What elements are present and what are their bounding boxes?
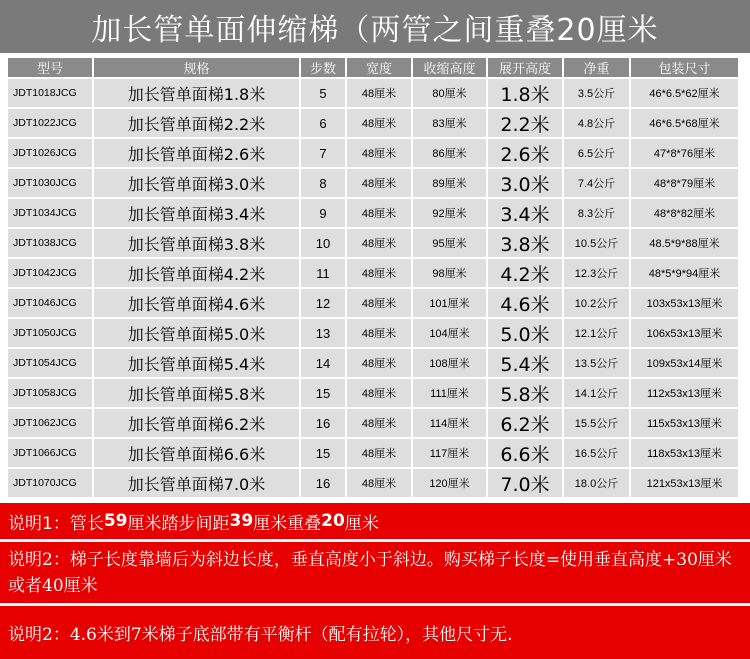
cell-closed-height: 89厘米 — [413, 169, 486, 197]
note-3: 说明2：4.6米到7米梯子底部带有平衡杆（配有拉轮），其他尺寸无. — [0, 606, 750, 659]
cell-steps: 8 — [301, 169, 345, 197]
cell-weight: 10.5公斤 — [564, 229, 629, 257]
cell-width: 48厘米 — [347, 199, 411, 227]
cell-spec: 加长管单面梯1.8米 — [94, 79, 299, 107]
cell-spec: 加长管单面梯6.6米 — [94, 439, 299, 467]
cell-steps: 5 — [301, 79, 345, 107]
cell-model: JDT1054JCG — [8, 349, 92, 377]
cell-spec: 加长管单面梯3.8米 — [94, 229, 299, 257]
note-1-tube-length: 59 — [103, 511, 128, 531]
cell-spec: 加长管单面梯7.0米 — [94, 469, 299, 497]
note-1-text-a: 管长 — [69, 513, 104, 534]
cell-weight: 16.5公斤 — [564, 439, 629, 467]
cell-spec: 加长管单面梯5.4米 — [94, 349, 299, 377]
cell-model: JDT1022JCG — [8, 109, 92, 137]
cell-steps: 16 — [301, 469, 345, 497]
cell-width: 48厘米 — [347, 379, 411, 407]
cell-spec: 加长管单面梯4.2米 — [94, 259, 299, 287]
cell-package-size: 48*8*82厘米 — [631, 199, 738, 227]
cell-open-height: 4.2米 — [488, 259, 562, 287]
cell-steps: 10 — [301, 229, 345, 257]
cell-weight: 15.5公斤 — [564, 409, 629, 437]
cell-weight: 3.5公斤 — [564, 79, 629, 107]
cell-model: JDT1018JCG — [8, 79, 92, 107]
note-1-text-b: 厘米踏步间距 — [127, 513, 230, 534]
note-1 — [0, 503, 750, 539]
cell-open-height: 4.6米 — [488, 289, 562, 317]
table-row — [8, 199, 738, 227]
table-row — [8, 409, 738, 437]
cell-model: JDT1030JCG — [8, 169, 92, 197]
cell-model: JDT1026JCG — [8, 139, 92, 167]
cell-package-size: 48.5*9*88厘米 — [631, 229, 738, 257]
cell-open-height: 6.6米 — [488, 439, 562, 467]
cell-closed-height: 111厘米 — [413, 379, 486, 407]
cell-package-size: 46*6.5*68厘米 — [631, 109, 738, 137]
cell-package-size: 47*8*76厘米 — [631, 139, 738, 167]
cell-spec: 加长管单面梯5.0米 — [94, 319, 299, 347]
cell-width: 48厘米 — [347, 169, 411, 197]
cell-model: JDT1042JCG — [8, 259, 92, 287]
cell-spec: 加长管单面梯2.6米 — [94, 139, 299, 167]
cell-package-size: 103x53x13厘米 — [631, 289, 738, 317]
table-row — [8, 379, 738, 407]
table-header-row — [8, 58, 738, 77]
cell-weight: 18.0公斤 — [564, 469, 629, 497]
cell-package-size: 109x53x14厘米 — [631, 349, 738, 377]
cell-package-size: 48*8*79厘米 — [631, 169, 738, 197]
column-header-steps: 步数 — [301, 58, 345, 77]
cell-closed-height: 83厘米 — [413, 109, 486, 137]
cell-weight: 13.5公斤 — [564, 349, 629, 377]
cell-model: JDT1050JCG — [8, 319, 92, 347]
cell-width: 48厘米 — [347, 409, 411, 437]
cell-weight: 4.8公斤 — [564, 109, 629, 137]
table-row — [8, 289, 738, 317]
cell-model: JDT1046JCG — [8, 289, 92, 317]
cell-open-height: 6.2米 — [488, 409, 562, 437]
cell-steps: 13 — [301, 319, 345, 347]
cell-spec: 加长管单面梯2.2米 — [94, 109, 299, 137]
cell-model: JDT1034JCG — [8, 199, 92, 227]
cell-package-size: 121x53x13厘米 — [631, 469, 738, 497]
cell-width: 48厘米 — [347, 109, 411, 137]
cell-open-height: 7.0米 — [488, 469, 562, 497]
cell-closed-height: 98厘米 — [413, 259, 486, 287]
cell-steps: 12 — [301, 289, 345, 317]
cell-open-height: 3.8米 — [488, 229, 562, 257]
table-row — [8, 319, 738, 347]
table-row — [8, 439, 738, 467]
table-row — [8, 259, 738, 287]
cell-steps: 6 — [301, 109, 345, 137]
table-row — [8, 109, 738, 137]
cell-package-size: 118x53x13厘米 — [631, 439, 738, 467]
cell-open-height: 3.0米 — [488, 169, 562, 197]
cell-closed-height: 95厘米 — [413, 229, 486, 257]
cell-weight: 12.3公斤 — [564, 259, 629, 287]
column-header-width: 宽度 — [347, 58, 411, 77]
cell-closed-height: 80厘米 — [413, 79, 486, 107]
spec-table — [6, 56, 740, 499]
column-header-closed-height: 收缩高度 — [413, 58, 486, 77]
column-header-package-size: 包装尺寸 — [631, 58, 738, 77]
cell-width: 48厘米 — [347, 139, 411, 167]
cell-package-size: 106x53x13厘米 — [631, 319, 738, 347]
cell-spec: 加长管单面梯4.6米 — [94, 289, 299, 317]
table-row — [8, 349, 738, 377]
column-header-model: 型号 — [8, 58, 92, 77]
column-header-open-height: 展开高度 — [488, 58, 562, 77]
cell-weight: 7.4公斤 — [564, 169, 629, 197]
cell-spec: 加长管单面梯3.4米 — [94, 199, 299, 227]
table-row — [8, 469, 738, 497]
cell-open-height: 5.8米 — [488, 379, 562, 407]
cell-closed-height: 108厘米 — [413, 349, 486, 377]
cell-steps: 15 — [301, 439, 345, 467]
cell-weight: 8.3公斤 — [564, 199, 629, 227]
cell-steps: 15 — [301, 379, 345, 407]
cell-model: JDT1066JCG — [8, 439, 92, 467]
cell-closed-height: 114厘米 — [413, 409, 486, 437]
cell-width: 48厘米 — [347, 289, 411, 317]
cell-closed-height: 117厘米 — [413, 439, 486, 467]
page-title: 加长管单面伸缩梯（两管之间重叠20厘米 — [0, 0, 750, 53]
cell-width: 48厘米 — [347, 319, 411, 347]
table-row — [8, 79, 738, 107]
cell-weight: 6.5公斤 — [564, 139, 629, 167]
note-1-text-d: 厘米 — [344, 513, 379, 534]
cell-steps: 14 — [301, 349, 345, 377]
cell-weight: 10.2公斤 — [564, 289, 629, 317]
table-row — [8, 229, 738, 257]
cell-open-height: 2.2米 — [488, 109, 562, 137]
column-header-weight: 净重 — [564, 58, 629, 77]
cell-open-height: 5.4米 — [488, 349, 562, 377]
cell-width: 48厘米 — [347, 349, 411, 377]
note-1-label: 说明1： — [8, 513, 70, 534]
note-1-overlap: 20 — [321, 511, 345, 531]
cell-steps: 16 — [301, 409, 345, 437]
note-2: 说明2：梯子长度靠墙后为斜边长度，垂直高度小于斜边。购买梯子长度=使用垂直高度+30厘米或者40厘米 — [0, 542, 750, 603]
table-body — [8, 79, 738, 497]
cell-model: JDT1038JCG — [8, 229, 92, 257]
cell-package-size: 115x53x13厘米 — [631, 409, 738, 437]
cell-open-height: 2.6米 — [488, 139, 562, 167]
cell-spec: 加长管单面梯5.8米 — [94, 379, 299, 407]
cell-spec: 加长管单面梯3.0米 — [94, 169, 299, 197]
table-row — [8, 139, 738, 167]
cell-width: 48厘米 — [347, 229, 411, 257]
cell-closed-height: 120厘米 — [413, 469, 486, 497]
cell-width: 48厘米 — [347, 79, 411, 107]
note-1-step-spacing: 39 — [229, 511, 254, 531]
cell-package-size: 112x53x13厘米 — [631, 379, 738, 407]
cell-open-height: 3.4米 — [488, 199, 562, 227]
cell-model: JDT1070JCG — [8, 469, 92, 497]
cell-weight: 12.1公斤 — [564, 319, 629, 347]
cell-package-size: 46*6.5*62厘米 — [631, 79, 738, 107]
cell-closed-height: 101厘米 — [413, 289, 486, 317]
cell-closed-height: 86厘米 — [413, 139, 486, 167]
cell-open-height: 1.8米 — [488, 79, 562, 107]
cell-steps: 7 — [301, 139, 345, 167]
cell-steps: 11 — [301, 259, 345, 287]
cell-closed-height: 92厘米 — [413, 199, 486, 227]
cell-width: 48厘米 — [347, 439, 411, 467]
table-row — [8, 169, 738, 197]
cell-spec: 加长管单面梯6.2米 — [94, 409, 299, 437]
cell-open-height: 5.0米 — [488, 319, 562, 347]
cell-weight: 14.1公斤 — [564, 379, 629, 407]
cell-width: 48厘米 — [347, 259, 411, 287]
cell-width: 48厘米 — [347, 469, 411, 497]
column-header-spec: 规格 — [94, 58, 299, 77]
cell-model: JDT1058JCG — [8, 379, 92, 407]
cell-package-size: 48*5*9*94厘米 — [631, 259, 738, 287]
cell-steps: 9 — [301, 199, 345, 227]
cell-model: JDT1062JCG — [8, 409, 92, 437]
cell-closed-height: 104厘米 — [413, 319, 486, 347]
note-1-text-c: 厘米重叠 — [253, 513, 322, 534]
